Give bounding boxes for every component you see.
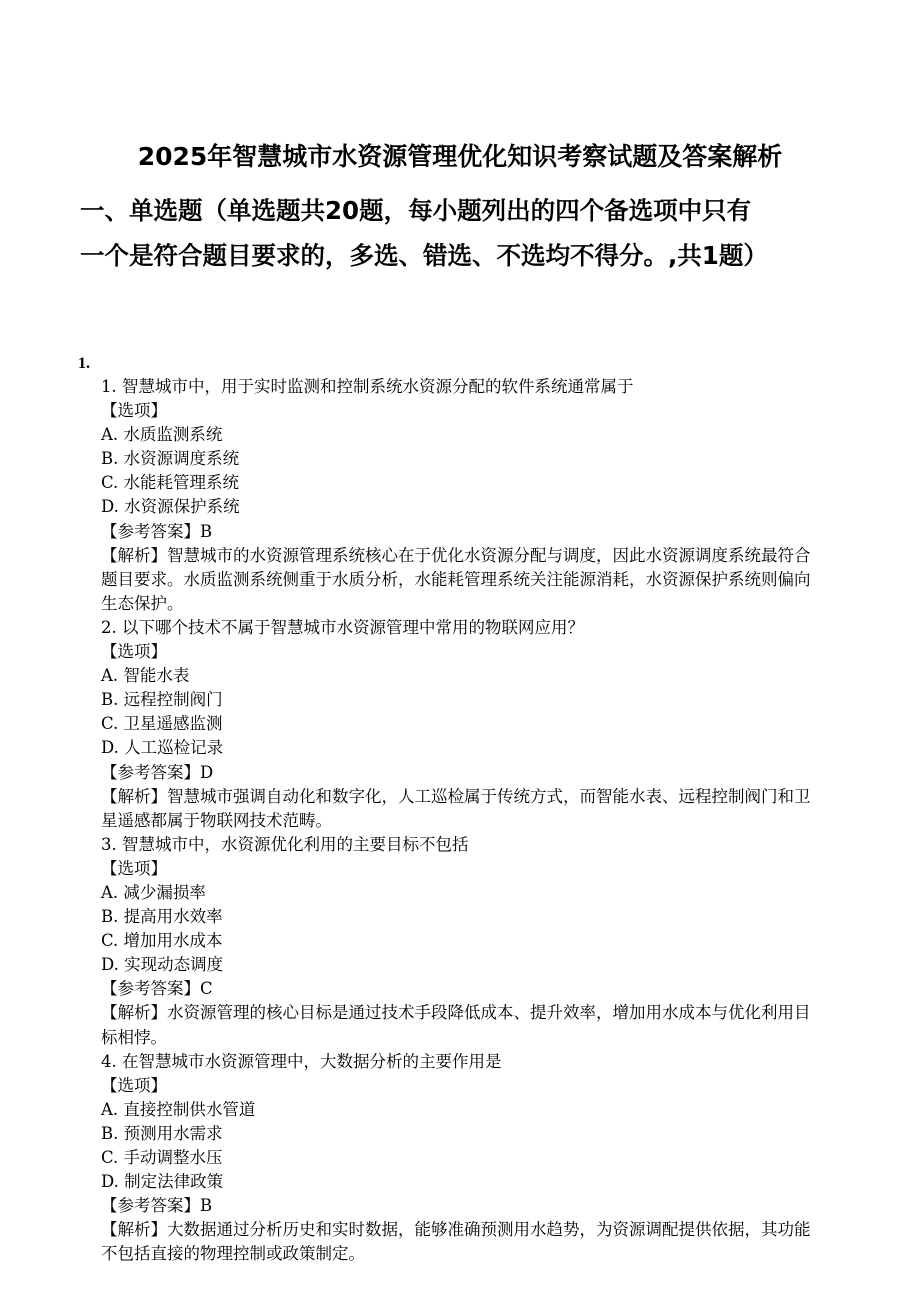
question-group-number: 1.	[78, 355, 90, 372]
question-stem: 3. 智慧城市中，水资源优化利用的主要目标不包括	[101, 834, 469, 854]
document-title: 2025年智慧城市水资源管理优化知识考察试题及答案解析	[137, 142, 783, 171]
analysis-label: 【解析】	[101, 1003, 167, 1023]
section-heading-line-1: 一、单选题（单选题共20题，每小题列出的四个备选项中只有	[80, 196, 752, 225]
option-c: C. 增加用水成本	[101, 931, 223, 951]
question-block	[101, 616, 831, 833]
options-label: 【选项】	[101, 642, 167, 662]
option-b: B. 远程控制阀门	[101, 690, 223, 710]
analysis-paragraph	[101, 1001, 813, 1049]
analysis-label: 【解析】	[101, 545, 167, 565]
analysis-text: 水资源管理的核心目标是通过技术手段降低成本、提升效率，增加用水成本与优化利用目标相悖。	[101, 1003, 811, 1047]
option-d: D. 人工巡检记录	[101, 738, 224, 758]
answer-label: 【参考答案】	[101, 1196, 200, 1216]
option-a: A. 水质监测系统	[101, 425, 223, 445]
question-list	[101, 375, 831, 1266]
option-b: B. 提高用水效率	[101, 907, 223, 927]
analysis-paragraph	[101, 544, 813, 616]
option-a: A. 减少漏损率	[101, 882, 206, 902]
analysis-label: 【解析】	[101, 786, 167, 806]
question-block	[101, 1050, 831, 1267]
question-block	[101, 375, 831, 616]
option-a: A. 直接控制供水管道	[101, 1099, 256, 1119]
question-stem: 1. 智慧城市中，用于实时监测和控制系统水资源分配的软件系统通常属于	[101, 377, 634, 396]
analysis-paragraph	[101, 1218, 813, 1266]
analysis-text: 大数据通过分析历史和实时数据，能够准确预测用水趋势，为资源调配提供依据，其功能不包括直接的物理控制或政策制定。	[101, 1220, 811, 1264]
answer-value: B	[200, 1196, 213, 1216]
option-b: B. 预测用水需求	[101, 1123, 223, 1143]
options-label: 【选项】	[101, 858, 167, 878]
options-label: 【选项】	[101, 1075, 167, 1095]
option-c: C. 卫星遥感监测	[101, 714, 223, 734]
section-heading	[80, 188, 840, 278]
option-d: D. 制定法律政策	[101, 1172, 224, 1192]
answer-line	[101, 977, 831, 1001]
option-d: D. 水资源保护系统	[101, 497, 240, 517]
analysis-paragraph	[101, 785, 813, 833]
analysis-label: 【解析】	[101, 1220, 167, 1240]
analysis-text: 智慧城市强调自动化和数字化，人工巡检属于传统方式，而智能水表、远程控制阀门和卫星遥感都属于物联网技术范畴。	[101, 786, 811, 830]
option-a: A. 智能水表	[101, 666, 190, 686]
option-c: C. 水能耗管理系统	[101, 473, 240, 493]
question-stem: 4. 在智慧城市水资源管理中，大数据分析的主要作用是	[101, 1051, 502, 1071]
analysis-text: 智慧城市的水资源管理系统核心在于优化水资源分配与调度，因此水资源调度系统最符合题目要求。水质监测系统侧重于水质分析，水能耗管理系统关注能源消耗，水资源保护系统则偏向生态保护。	[101, 545, 811, 613]
option-d: D. 实现动态调度	[101, 955, 224, 975]
answer-label: 【参考答案】	[101, 979, 200, 999]
question-block	[101, 833, 831, 1050]
answer-line	[101, 520, 831, 544]
option-c: C. 手动调整水压	[101, 1148, 223, 1167]
answer-label: 【参考答案】	[101, 521, 200, 541]
section-heading-line-2: 一个是符合题目要求的，多选、错选、不选均不得分。,共1题）	[80, 241, 768, 270]
answer-line	[101, 1194, 831, 1218]
answer-value: B	[200, 521, 213, 541]
answer-line	[101, 761, 831, 785]
answer-label: 【参考答案】	[101, 762, 200, 782]
options-label: 【选项】	[101, 401, 167, 421]
question-stem: 2. 以下哪个技术不属于智慧城市水资源管理中常用的物联网应用？	[101, 617, 584, 637]
answer-value: D	[200, 762, 214, 782]
answer-value: C	[200, 979, 213, 999]
option-b: B. 水资源调度系统	[101, 449, 240, 469]
